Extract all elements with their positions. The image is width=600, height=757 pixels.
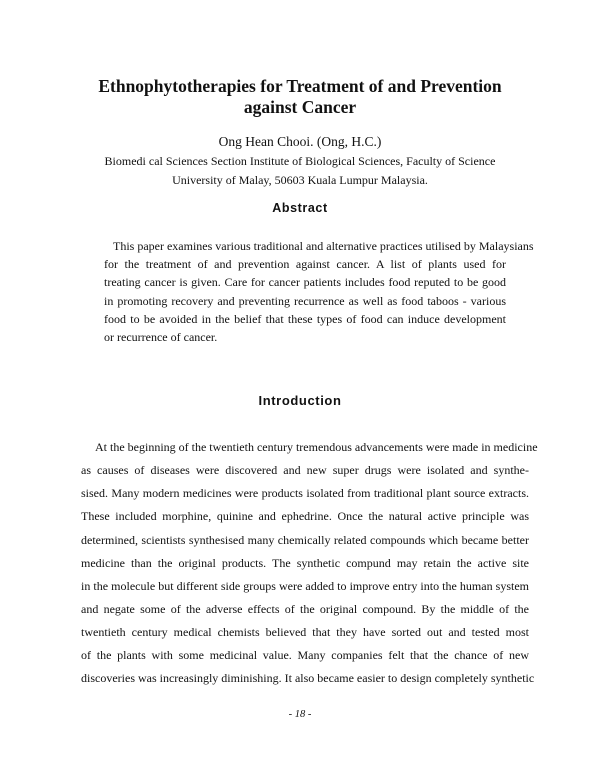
- abstract-line: treating cancer is given. Care for cancer patients includes food reputed to be good: [104, 275, 506, 290]
- abstract-line: This paper examines various traditional and alternative practices utilised by Malaysians: [113, 239, 534, 253]
- intro-line: medicine than the original products. The synthetic compund may retain the active site: [81, 555, 529, 570]
- intro-line: twentieth century medical chemists believed that they have sorted out and tested most: [81, 625, 529, 640]
- introduction-body: [81, 436, 538, 691]
- intro-line: At the beginning of the twentieth century tremendous advancements were made in medicine: [95, 440, 538, 454]
- intro-line: in the molecule but different side groups were added to improve entry into the human system: [81, 578, 529, 593]
- affiliation-line-2: University of Malay, 50603 Kuala Lumpur Malaysia.: [172, 173, 428, 187]
- abstract-heading: Abstract: [272, 201, 328, 215]
- abstract-body: [104, 237, 534, 346]
- intro-line: as causes of diseases were discovered and new super drugs were isolated and synthe-: [81, 463, 529, 478]
- abstract-line: or recurrence of cancer.: [104, 329, 218, 344]
- introduction-heading: Introduction: [258, 393, 342, 408]
- intro-line: sised. Many modern medicines were products isolated from traditional plant source extracts.: [81, 486, 529, 501]
- intro-line: These included morphine, quinine and ephedrine. Once the natural active principle was: [81, 509, 529, 524]
- abstract-line: in promoting recovery and preventing recurrence as well as food taboos - various: [104, 293, 506, 308]
- title-line-2: against Cancer: [243, 97, 357, 117]
- author-name: Ong Hean Chooi. (Ong, H.C.): [218, 134, 382, 149]
- abstract-line: food to be avoided in the belief that these types of food can induce development: [104, 311, 506, 326]
- intro-line: and negate some of the adverse effects of the original compound. By the middle of the: [81, 601, 529, 616]
- intro-line: discoveries was increasingly diminishing. It also became easier to design completely synthetic: [81, 671, 535, 686]
- page-number: - 18 -: [288, 709, 312, 720]
- intro-line: determined, scientists synthesised many chemically related compounds which became better: [81, 532, 529, 547]
- paper-title: [60, 76, 540, 118]
- intro-line: of the plants with some medicinal value. Many companies felt that the chance of new: [81, 648, 529, 663]
- abstract-line: for the treatment of and prevention against cancer. A list of plants used for: [104, 257, 506, 272]
- affiliation-line-1: Biomedi cal Sciences Section Institute of Biological Sciences, Faculty of Science: [104, 154, 496, 168]
- title-line-1: Ethnophytotherapies for Treatment of and Prevention: [98, 76, 502, 96]
